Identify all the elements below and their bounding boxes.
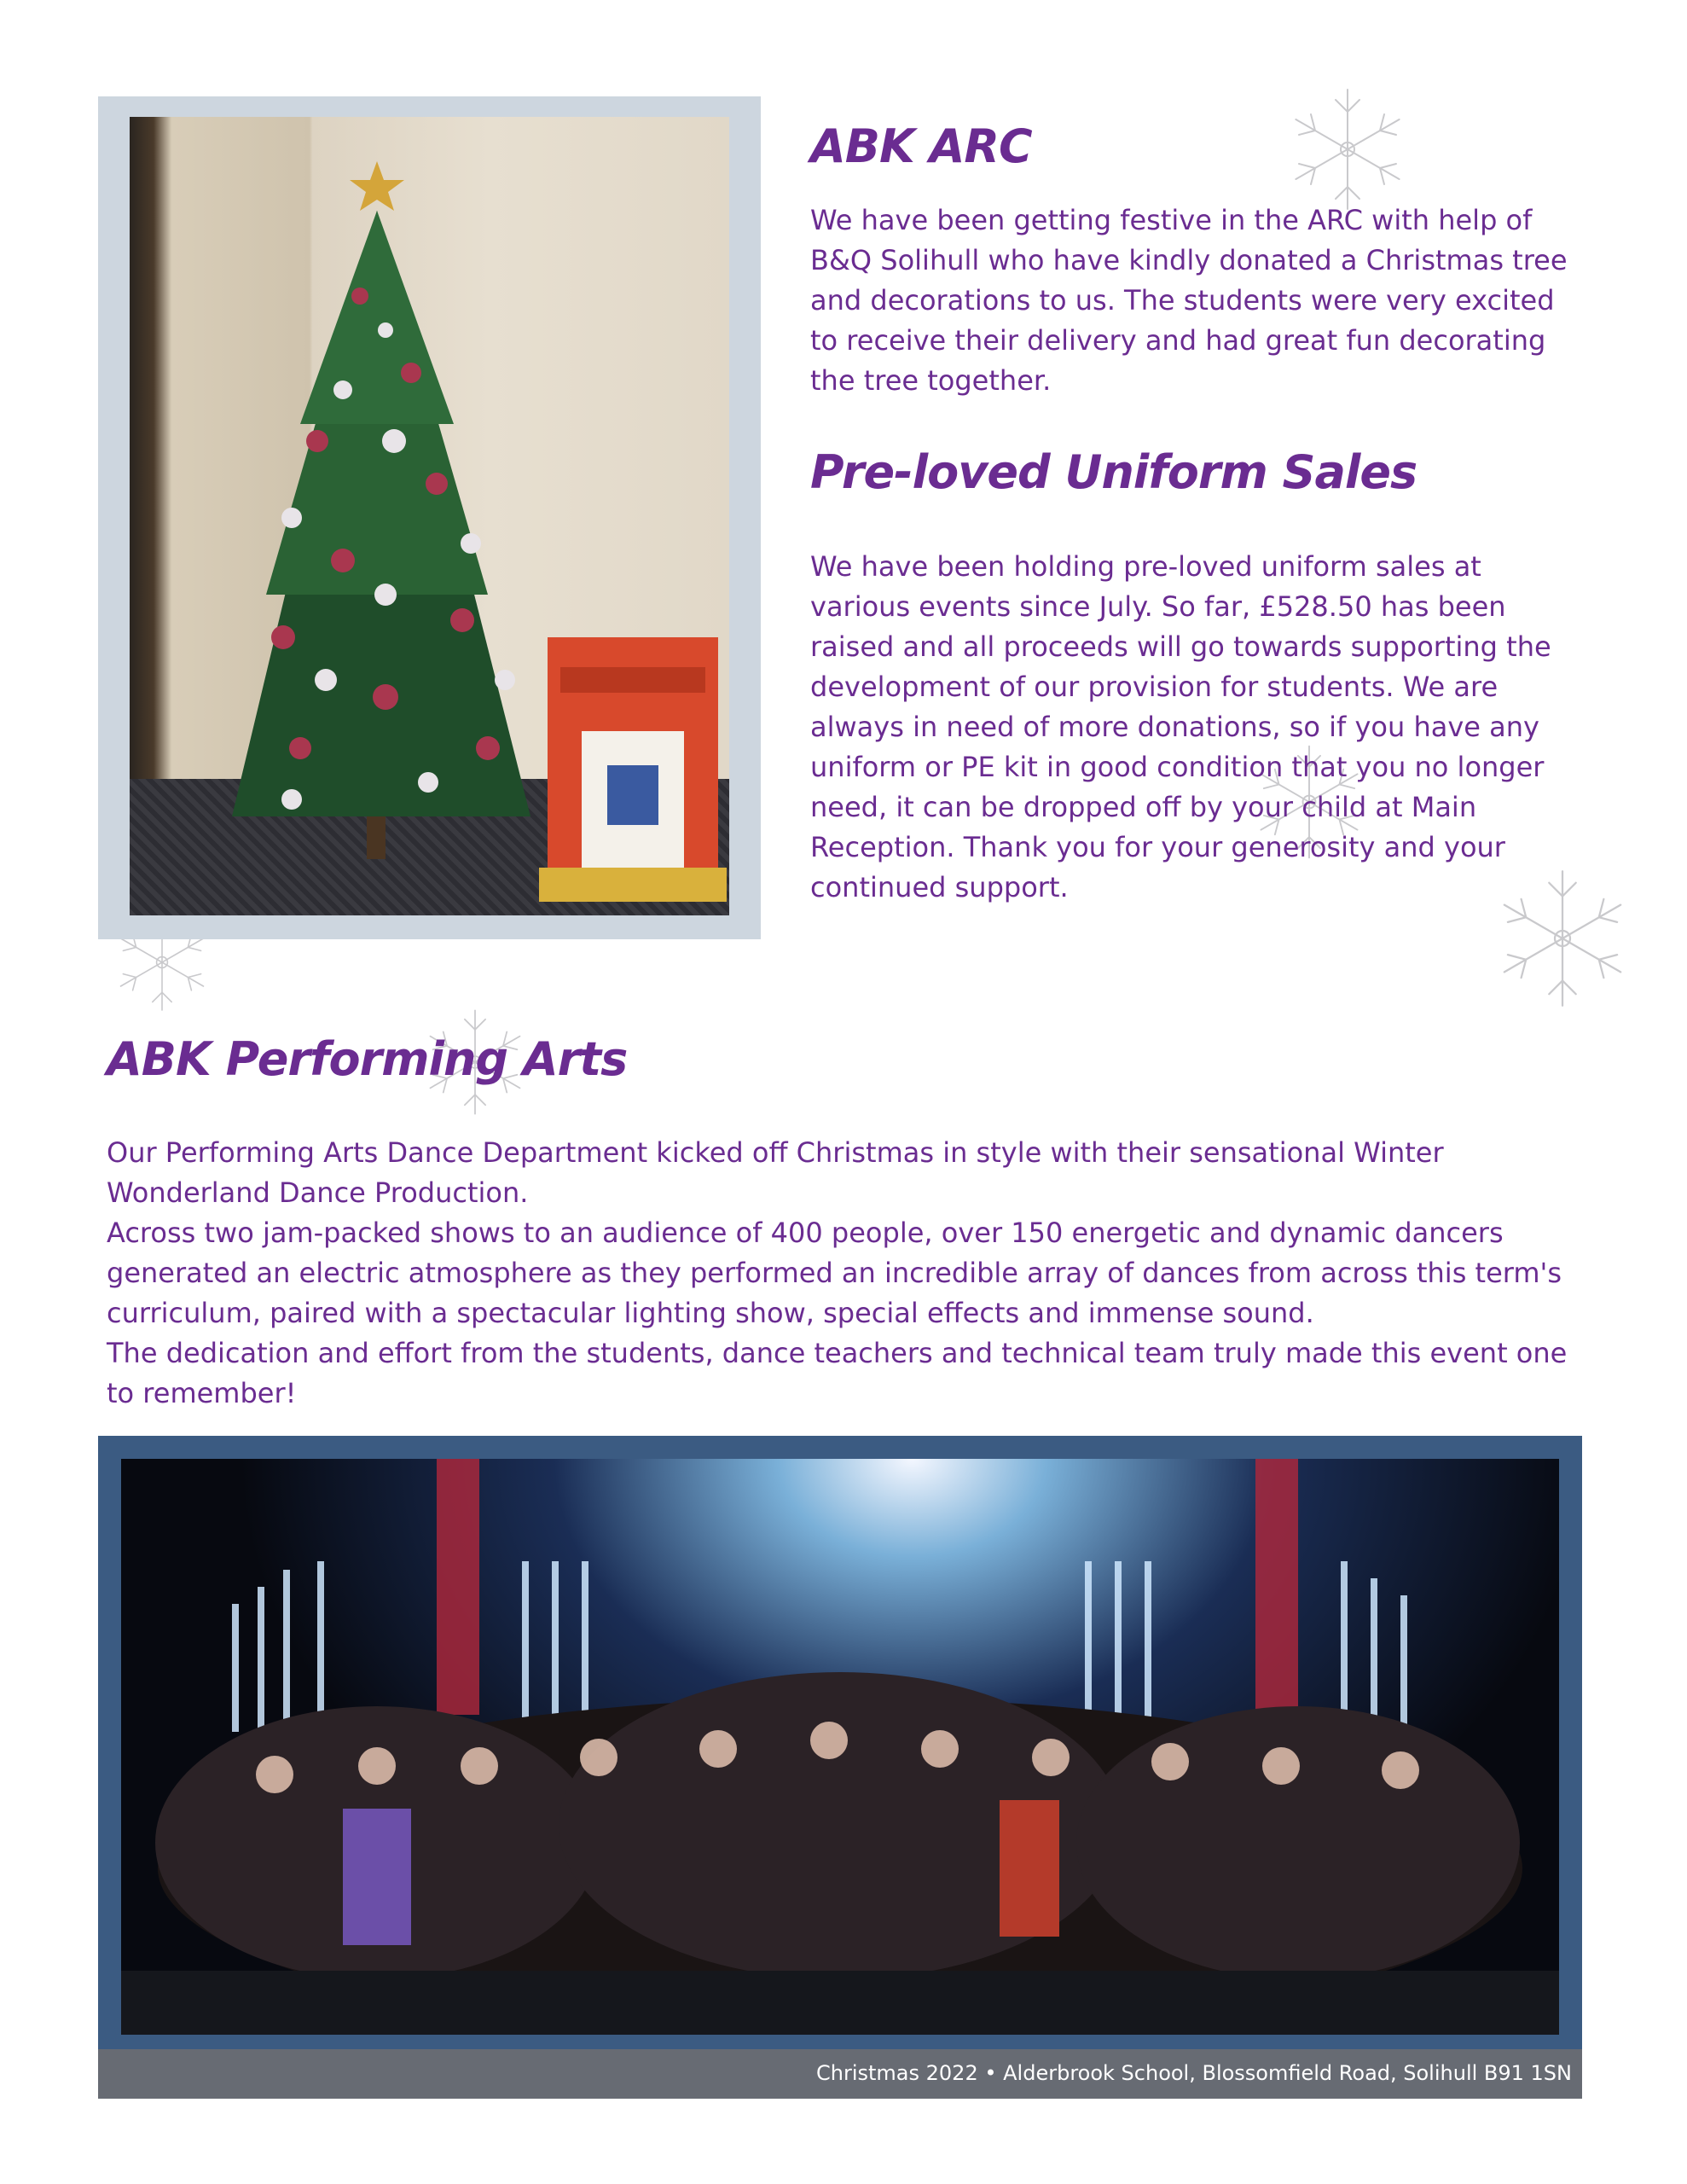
arc-heading: ABK ARC: [810, 119, 1032, 173]
footer: [98, 2049, 1582, 2099]
snowflake-icon: [1262, 85, 1433, 213]
performing-arts-heading: ABK Performing Arts: [107, 1032, 628, 1086]
performing-arts-paragraph: The dedication and effort from the students, dance teachers and technical team truly made this event one to remember!: [107, 1337, 1568, 1409]
christmas-tree-photo: [130, 117, 729, 915]
footer-text: Christmas 2022 • Alderbrook School, Blossomfield Road, Solihull B91 1SN: [816, 2061, 1572, 2085]
photo-frame: [98, 1436, 1582, 2049]
uniform-paragraph: We have been holding pre-loved uniform sales at various events since July. So far, £528.50 has been raised and all proceeds will go towards supporting the development of our provision for students. We are always in need of more donations, so if you have any uniform or PE kit in good condition that you no longer need, it can be dropped off by your child at Main Reception. Thank you for your generosity and your continued support.: [810, 550, 1551, 903]
photo-frame: [98, 96, 761, 939]
uniform-heading: Pre-loved Uniform Sales: [810, 445, 1417, 499]
performing-arts-body: [107, 1133, 1574, 1414]
performing-arts-paragraph: Our Performing Arts Dance Department kicked off Christmas in style with their sensational Winter Wonderland Dance Production.: [107, 1136, 1444, 1209]
arc-body: [810, 200, 1578, 401]
performing-arts-paragraph: Across two jam-packed shows to an audience of 400 people, over 150 energetic and dynamic dancers generated an electric atmosphere as they performed an incredible array of dances from across this term's curriculum, paired with a spectacular lighting show, special effects and immense sound.: [107, 1217, 1562, 1329]
arc-paragraph: We have been getting festive in the ARC with help of B&Q Solihull who have kindly donated a Christmas tree and decorations to us. The students were very excited to receive their delivery and had great fun decorating the tree together.: [810, 204, 1568, 397]
dance-production-photo: [121, 1459, 1559, 2035]
uniform-body: [810, 547, 1578, 908]
